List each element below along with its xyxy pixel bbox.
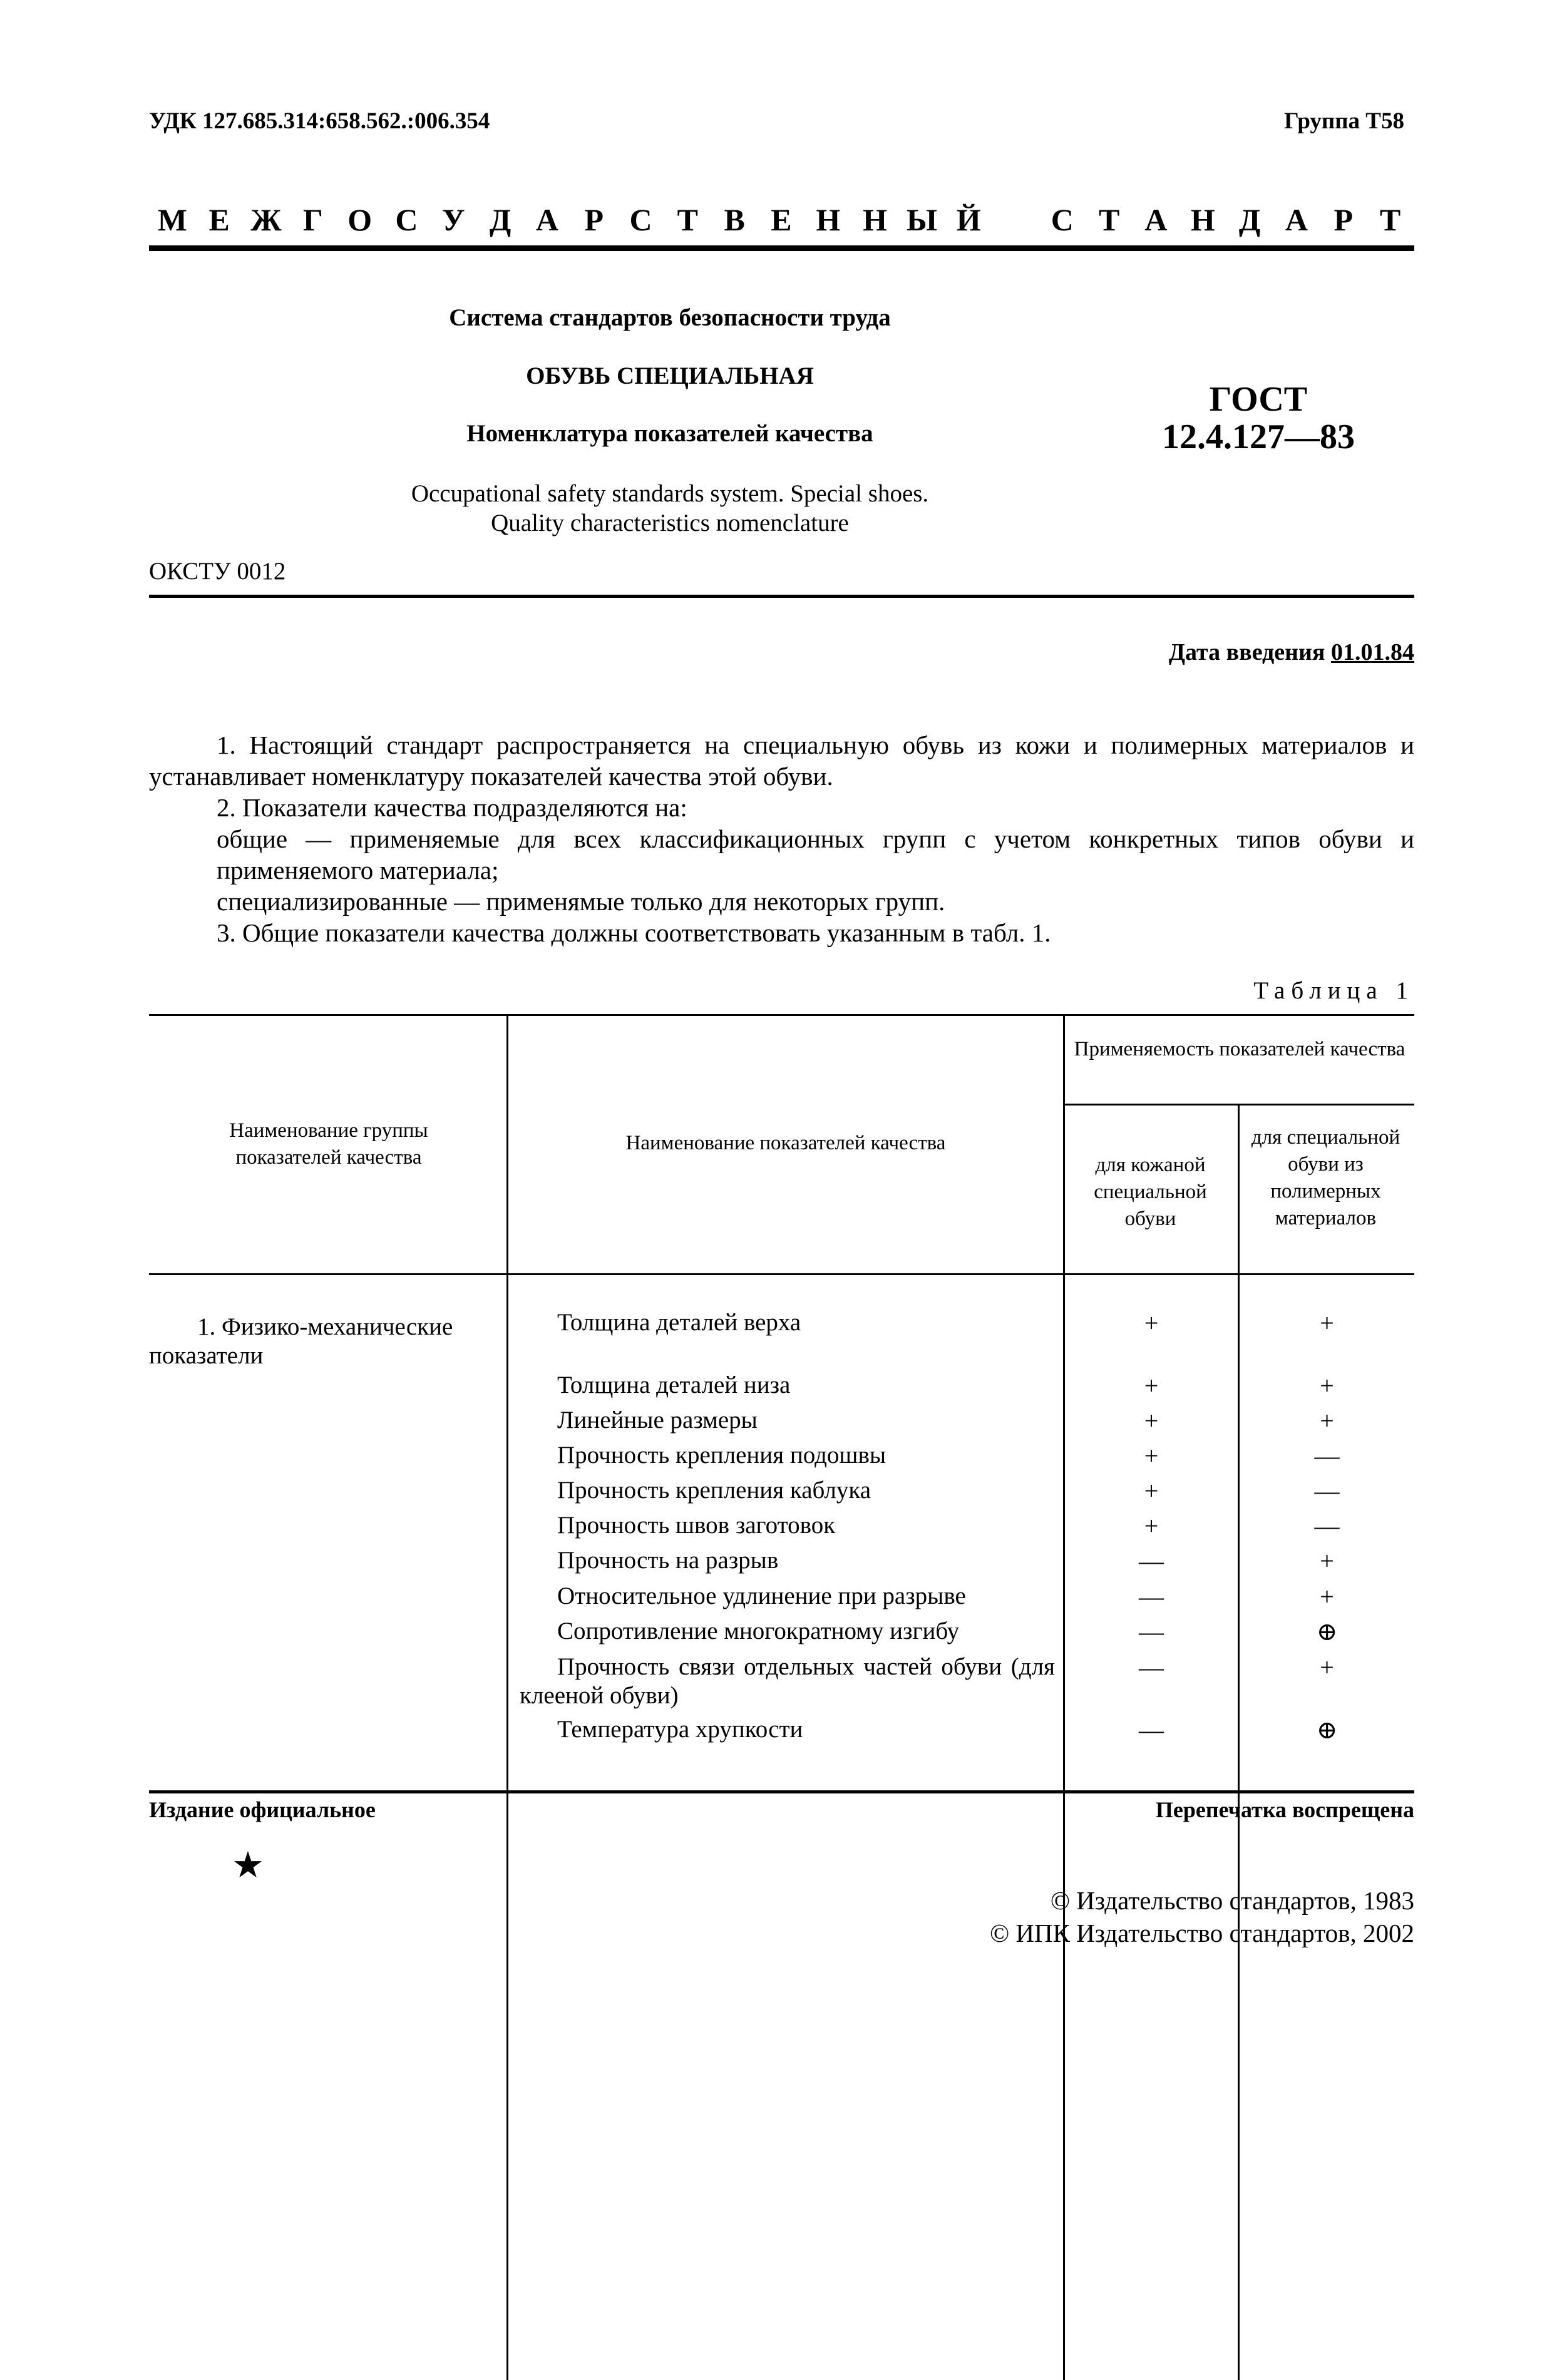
gost-number [1127, 381, 1390, 456]
indicator-name-cell: Прочность швов заготовок [557, 1512, 836, 1539]
group-name-cell: 1. Физико-механические показатели [149, 1313, 453, 1369]
banner-letter [992, 202, 1039, 238]
banner-letter: Т [1098, 202, 1120, 237]
table-col-divider-1 [506, 1014, 508, 2380]
table-col-divider-2 [1063, 1014, 1065, 2380]
english-title-line2: Quality characteristics nomenclature [491, 510, 849, 536]
leather-applicability-mark: — [1139, 1716, 1164, 1744]
star-icon: ★ [232, 1845, 264, 1885]
indicator-name-cell: Температура хрупкости [557, 1716, 803, 1743]
paragraph-2: 2. Показатели качества подразделяются на: [217, 793, 687, 822]
indicator-name-cell: Прочность на разрыв [557, 1547, 779, 1574]
banner-letter: Т [1379, 202, 1401, 237]
header-indicator-name: Наименование показателей качества [625, 1132, 946, 1154]
english-title [263, 479, 1077, 538]
banner-letter: Р [1334, 202, 1353, 237]
header-applicability: Применяемость показателей качества [1074, 1038, 1406, 1060]
polymer-applicability-mark: — [1314, 1512, 1340, 1540]
banner-letter: Т [677, 202, 699, 237]
banner-letter: С [1051, 202, 1074, 237]
udk-code: УДК 127.685.314:658.562.:006.354 [149, 108, 490, 134]
leather-applicability-mark: + [1144, 1442, 1159, 1470]
banner-letter: Е [208, 202, 230, 237]
polymer-applicability-mark: — [1314, 1442, 1340, 1470]
header-group: Наименование группы показателей качества [229, 1119, 428, 1169]
polymer-applicability-mark: + [1320, 1407, 1334, 1435]
polymer-applicability-mark: + [1320, 1309, 1334, 1337]
leather-applicability-mark: + [1144, 1407, 1159, 1435]
indicator-name-cell: Прочность крепления подошвы [557, 1442, 886, 1469]
document-subtitle: Номенклатура показателей качества [466, 420, 873, 447]
banner-letter: С [395, 202, 418, 237]
header-rule [149, 245, 1414, 251]
banner-letter: А [1285, 202, 1308, 237]
banner-letter: О [347, 202, 373, 237]
polymer-applicability-mark: — [1314, 1477, 1340, 1505]
banner-letter: А [535, 202, 558, 237]
banner-letter: Ж [250, 202, 282, 237]
banner-letter: Е [771, 202, 792, 237]
banner-letter: Н [1190, 202, 1215, 237]
banner-letter: Й [956, 202, 981, 237]
indicator-name-cell: Толщина деталей верха [557, 1309, 801, 1336]
polymer-applicability-mark: + [1320, 1547, 1334, 1575]
banner-letter: В [724, 202, 745, 237]
leather-applicability-mark: + [1144, 1512, 1159, 1540]
copyright-2002: © ИПК Издательство стандартов, 2002 [989, 1919, 1414, 1947]
leather-applicability-mark: — [1139, 1653, 1164, 1681]
indicator-name-cell: Сопротивление многократному изгибу [557, 1618, 960, 1644]
document-name: ОБУВЬ СПЕЦИАЛЬНАЯ [526, 362, 814, 389]
table-header-rule [149, 1273, 1414, 1275]
date-value: 01.01.84 [1331, 639, 1414, 665]
group-code: Группа Т58 [1284, 108, 1404, 134]
english-title-line1: Occupational safety standards system. Special shoes. [411, 480, 929, 507]
banner-letter: Н [816, 202, 841, 237]
leather-applicability-mark: + [1144, 1309, 1159, 1337]
banner-letter: М [157, 202, 187, 237]
banner-letter: Г [302, 202, 323, 237]
indicator-name-cell: Толщина деталей низа [557, 1372, 791, 1398]
indicator-name-cell: Прочность связи отдельных частей обуви (для клееной обуви) [520, 1653, 1055, 1709]
banner-letter: У [441, 202, 465, 237]
indicator-name-cell: Прочность крепления каблука [557, 1477, 871, 1504]
gost-label: ГОСТ [1209, 380, 1308, 419]
polymer-applicability-mark: + [1320, 1372, 1334, 1400]
table-top-rule [149, 1014, 1414, 1016]
title-rule [149, 595, 1414, 598]
header-polymer: для специальной обуви из полимерных материалов [1251, 1126, 1400, 1229]
introduction-date [1169, 639, 1414, 666]
paragraph-3: общие — применяемые для всех классификационных групп с учетом конкретных типов обуви и применяемого материала; [217, 824, 1414, 885]
date-label: Дата введения [1168, 639, 1331, 665]
indicator-name-cell: Линейные размеры [557, 1407, 758, 1434]
header-leather: для кожаной специальной обуви [1094, 1154, 1207, 1230]
oksu-code: ОКСТУ 0012 [149, 558, 286, 585]
body-text [149, 729, 1414, 948]
polymer-applicability-mark: ⊕ [1316, 1716, 1338, 1744]
banner-letter: Ы [906, 202, 937, 237]
leather-applicability-mark: + [1144, 1372, 1159, 1400]
banner-letter: Д [1238, 202, 1261, 237]
leather-applicability-mark: — [1139, 1618, 1164, 1646]
footer-rule [149, 1790, 1414, 1793]
gost-code: 12.4.127—83 [1162, 418, 1355, 456]
reprint-notice: Перепечатка воспрещена [1155, 1797, 1414, 1822]
table-caption: Таблица 1 [1253, 977, 1414, 1004]
polymer-applicability-mark: + [1320, 1653, 1334, 1681]
standard-banner [149, 202, 1414, 238]
system-title: Система стандартов безопасности труда [449, 304, 891, 331]
paragraph-4: специализированные — применямые только для некоторых групп. [217, 887, 945, 916]
paragraph-1: 1. Настоящий стандарт распространяется на специальную обувь из кожи и полимерных материалов и устанавливает номенклатуру показателей качества этой обуви. [149, 731, 1414, 791]
leather-applicability-mark: — [1139, 1547, 1164, 1575]
leather-applicability-mark: + [1144, 1477, 1159, 1505]
official-edition: Издание официальное [149, 1797, 376, 1822]
banner-letter: А [1144, 202, 1168, 237]
polymer-applicability-mark: + [1320, 1582, 1334, 1611]
leather-applicability-mark: — [1139, 1582, 1164, 1611]
banner-letter: Д [489, 202, 511, 237]
polymer-applicability-mark: ⊕ [1316, 1618, 1338, 1646]
banner-letter: Р [584, 202, 604, 237]
indicator-name-cell: Относительное удлинение при разрыве [557, 1582, 966, 1609]
copyright-1983: © Издательство стандартов, 1983 [1050, 1886, 1414, 1915]
banner-letter: С [629, 202, 652, 237]
paragraph-5: 3. Общие показатели качества должны соответствовать указанным в табл. 1. [217, 918, 1051, 947]
banner-letter: Н [863, 202, 888, 237]
